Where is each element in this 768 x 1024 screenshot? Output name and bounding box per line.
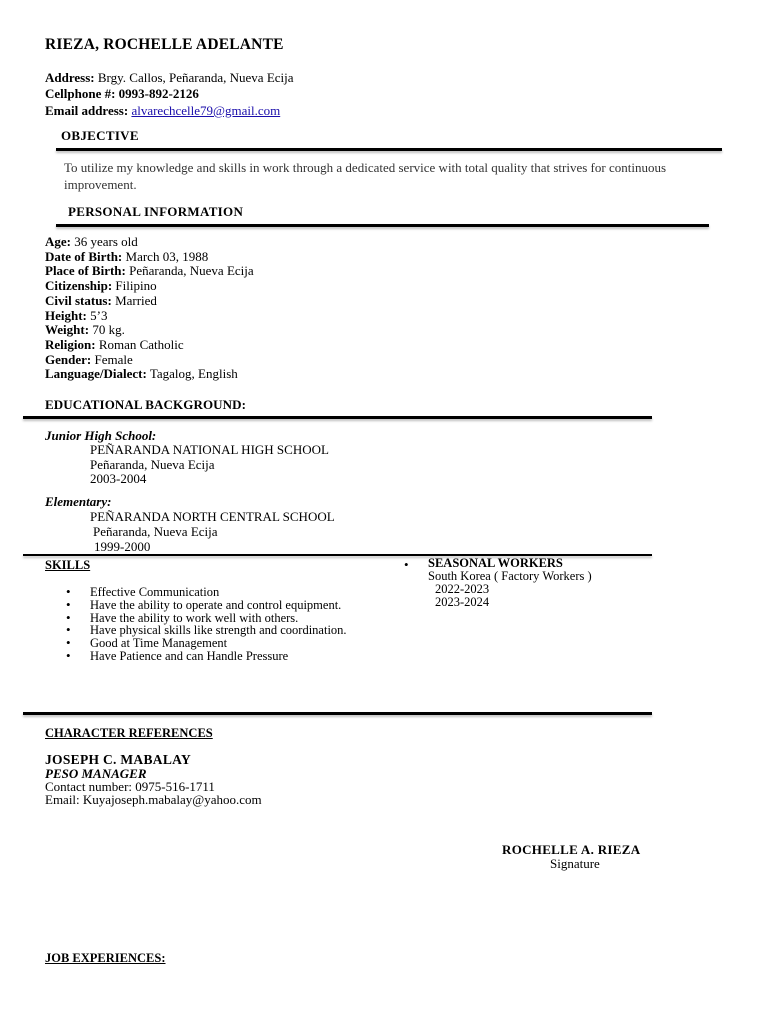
- email-line: [45, 103, 280, 119]
- skill-item: • Good at Time Management: [66, 637, 356, 650]
- info-religion: Religion: Roman Catholic: [45, 336, 184, 352]
- reference-email: Email: Kuyajoseph.mabalay@yahoo.com: [45, 792, 262, 807]
- skill-item: • Have physical skills like strength and coordination.: [66, 624, 356, 637]
- skills-list: [66, 586, 356, 663]
- info-birth-place: Place of Birth: Peñaranda, Nueva Ecija: [45, 263, 254, 279]
- reference-title: PESO MANAGER: [45, 766, 147, 781]
- seasonal-place: South Korea ( Factory Workers ): [428, 569, 592, 583]
- objective-heading: OBJECTIVE: [61, 128, 139, 143]
- info-birth-date: Date of Birth: March 03, 1988: [45, 248, 209, 264]
- signature-name: ROCHELLE A. RIEZA: [502, 842, 641, 857]
- reference-contact: Contact number: 0975-516-1711: [45, 779, 215, 794]
- job-experiences-heading: JOB EXPERIENCES:: [45, 951, 166, 965]
- education-heading: EDUCATIONAL BACKGROUND:: [45, 397, 247, 412]
- email-link[interactable]: alvarechcelle79@gmail.com: [131, 103, 281, 118]
- cellphone-value: 0993-892-2126: [118, 86, 199, 101]
- address-line: [45, 70, 294, 86]
- cellphone-line: [45, 86, 199, 102]
- seasonal-year: 2023-2024: [435, 595, 490, 609]
- references-divider: [23, 712, 652, 715]
- seasonal-workers-block: [428, 557, 592, 609]
- elementary-location: Peñaranda, Nueva Ecija: [93, 524, 218, 539]
- elementary-school: PEÑARANDA NORTH CENTRAL SCHOOL: [90, 509, 335, 524]
- objective-text: To utilize my knowledge and skills in work through a dedicated service with total quality that strives for continuous improvement.: [64, 160, 667, 192]
- info-language: Language/Dialect: Tagalog, English: [45, 366, 238, 382]
- cellphone-label: Cellphone #:: [45, 86, 116, 101]
- education-divider: [23, 416, 652, 419]
- skill-item: • Have Patience and can Handle Pressure: [66, 650, 356, 663]
- info-weight: Weight: 70 kg.: [45, 322, 125, 338]
- reference-name: JOSEPH C. MABALAY: [45, 752, 191, 767]
- junior-high-years: 2003-2004: [90, 471, 147, 486]
- seasonal-year: 2022-2023: [435, 582, 490, 596]
- info-gender: Gender: Female: [45, 351, 133, 367]
- junior-high-school: PEÑARANDA NATIONAL HIGH SCHOOL: [90, 442, 329, 457]
- junior-high-location: Peñaranda, Nueva Ecija: [90, 457, 215, 472]
- elementary-years: 1999-2000: [94, 539, 151, 554]
- email-label: Email address:: [45, 103, 129, 118]
- skill-item: • Effective Communication: [66, 586, 356, 599]
- junior-high-label: Junior High School:: [45, 428, 157, 443]
- personal-info-heading: PERSONAL INFORMATION: [68, 204, 244, 219]
- references-heading: CHARACTER REFERENCES: [45, 726, 213, 740]
- personal-info-divider: [56, 224, 709, 227]
- skill-item: • Have the ability to work well with others.: [66, 612, 356, 625]
- skills-heading: SKILLS: [45, 558, 91, 572]
- info-citizenship: Citizenship: Filipino: [45, 278, 157, 294]
- signature-caption: Signature: [550, 856, 600, 871]
- skill-item: • Have the ability to operate and control equipment.: [66, 599, 356, 612]
- address-value: Brgy. Callos, Peñaranda, Nueva Ecija: [97, 70, 294, 85]
- objective-divider: [56, 148, 722, 151]
- info-civil-status: Civil status: Married: [45, 292, 157, 308]
- info-age: Age: 36 years old: [45, 234, 138, 249]
- seasonal-bullet: •: [404, 557, 409, 572]
- elementary-label: Elementary:: [45, 494, 112, 509]
- info-height: Height: 5’3: [45, 307, 108, 323]
- address-label: Address:: [45, 70, 95, 85]
- personal-info-list: [45, 235, 254, 382]
- applicant-name: RIEZA, ROCHELLE ADELANTE: [45, 36, 284, 53]
- seasonal-heading: SEASONAL WORKERS: [428, 556, 563, 570]
